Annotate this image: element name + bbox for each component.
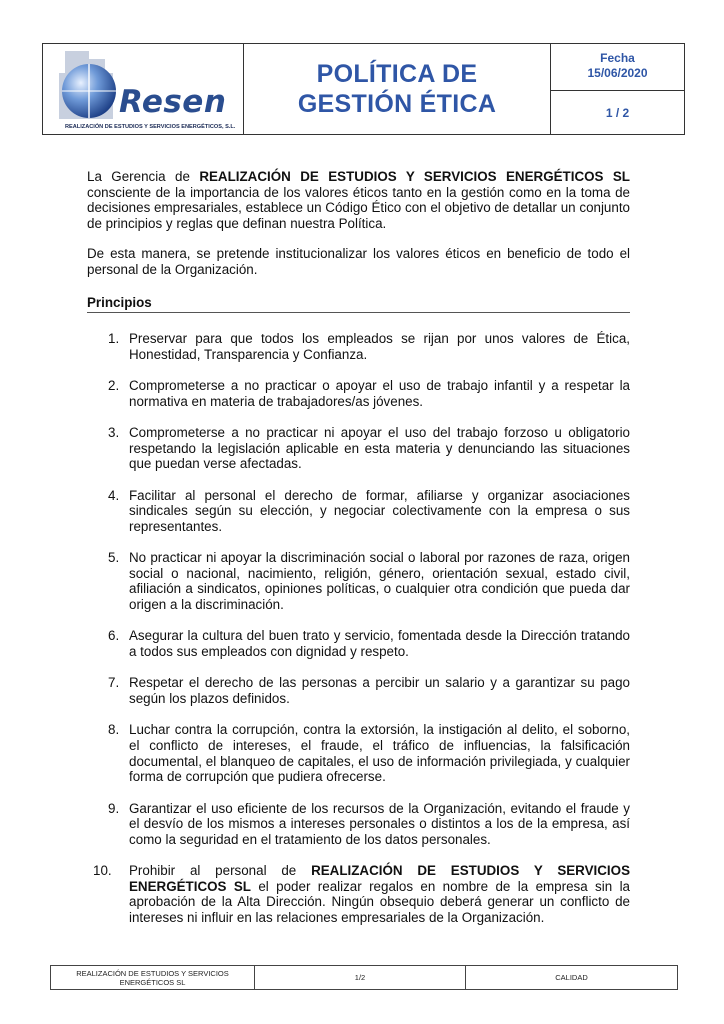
title-line-1: POLÍTICA DE [316, 60, 478, 88]
date-cell [551, 44, 684, 91]
intro-text: La Gerencia de [87, 169, 200, 184]
company-name: REALIZACIÓN DE ESTUDIOS Y SERVICIOS ENERGÉTICOS SL [199, 169, 630, 184]
intro-paragraph-1 [87, 169, 630, 231]
company-logo [43, 44, 244, 134]
item-text: Luchar contra la corrupción, contra la extorsión, la instigación al delito, el soborno, el conflicto de intereses, el fraude, el tráfico de influencias, la falsificación documental, el blanqueo de capitales, el uso de información privilegiada, y cualquier forma de corrupción que pudiera ofrecerse. [129, 722, 630, 785]
item-number: 9. [108, 800, 120, 816]
logo-wordmark: Resen [119, 84, 227, 120]
list-item [87, 378, 630, 409]
footer-company: REALIZACIÓN DE ESTUDIOS Y SERVICIOS ENERGÉTICOS SL [51, 966, 255, 989]
item-text: Prohibir al personal de [129, 863, 312, 879]
item-number: 4. [108, 487, 120, 503]
date-value: 15/06/2020 [587, 66, 648, 80]
intro-text: consciente de la importancia de los valores éticos tanto en la gestión como en la toma de decisiones empresariales, establece un Código Ético con el objetivo de detallar un conjunto de principios y reglas que definan nuestra Política. [87, 184, 630, 231]
item-text: el poder realizar regalos en nombre de la empresa sin la aprobación de la Alta Dirección. Ningún obsequio deberá generar un conflicto de intereses ni influir en las relaciones empresariales de la Organización. [129, 878, 630, 925]
principles-list [87, 331, 630, 925]
list-item [87, 550, 630, 612]
item-number: 10. [93, 863, 112, 879]
list-item [87, 425, 630, 472]
document-footer [50, 965, 678, 990]
logo-subtitle: REALIZACIÓN DE ESTUDIOS Y SERVICIOS ENERGÉTICOS, S.L. [65, 124, 236, 130]
title-line-2: GESTIÓN ÉTICA [297, 90, 497, 118]
item-text: Comprometerse a no practicar ni apoyar el uso del trabajo forzoso u obligatorio respetando la legislación aplicable en esta materia y denunciando las situaciones que puedan verse afectadas. [129, 425, 630, 472]
item-text: Preservar para que todos los empleados se rijan por unos valores de Ética, Honestidad, Transparencia y Confianza. [129, 331, 630, 362]
item-text: Asegurar la cultura del buen trato y servicio, fomentada desde la Dirección tratando a todos sus empleados con dignidad y respeto. [129, 628, 630, 660]
list-item [87, 628, 630, 659]
footer-department: CALIDAD [555, 973, 588, 982]
intro-paragraph-2: De esta manera, se pretende institucionalizar los valores éticos en beneficio de todo el personal de la Organización. [87, 246, 630, 277]
header-meta [551, 44, 684, 134]
section-heading: Principios [87, 295, 630, 314]
list-item [87, 722, 630, 784]
document-header [42, 43, 685, 135]
item-text: Facilitar al personal el derecho de formar, afiliarse y organizar asociaciones sindicales según su elección, y negociar colectivamente con la empresa o sus representantes. [129, 487, 630, 534]
item-text: Comprometerse a no practicar o apoyar el uso de trabajo infantil y a respetar la normativa en materia de trabajadores/as jóvenes. [129, 378, 630, 409]
list-item [87, 488, 630, 535]
item-number: 6. [108, 628, 120, 644]
date-label: Fecha [600, 51, 635, 65]
list-item [87, 863, 630, 925]
list-item [87, 801, 630, 848]
list-item [87, 675, 630, 706]
item-number: 7. [108, 675, 120, 691]
list-item [87, 331, 630, 362]
document-body [87, 169, 630, 941]
page-number: 1 / 2 [605, 105, 630, 120]
item-text: Garantizar el uso eficiente de los recursos de la Organización, evitando el fraude y el desvío de los mismos a intereses personales o distintos a los de la empresa, así como la seguridad en el tratamiento de los datos personales. [129, 800, 630, 847]
document-title [244, 44, 551, 134]
item-text: Respetar el derecho de las personas a percibir un salario y a garantizar su pago según los plazos definidos. [129, 675, 630, 707]
company-name: REALIZACIÓN DE ESTUDIOS Y SERVICIOS ENERGÉTICOS SL [129, 863, 630, 894]
item-number: 5. [108, 550, 120, 566]
footer-page: 1/2 [255, 966, 466, 989]
item-number: 2. [108, 378, 120, 394]
item-number: 8. [108, 722, 120, 738]
item-number: 1. [108, 331, 120, 347]
item-text: No practicar ni apoyar la discriminación social o laboral por razones de raza, origen social o nacional, nacimiento, religión, género, orientación sexual, estado civil, afiliación a sindicatos, opiniones políticas, o cualquier otra condición que pueda dar origen a la discriminación. [129, 550, 630, 613]
item-number: 3. [108, 425, 120, 441]
